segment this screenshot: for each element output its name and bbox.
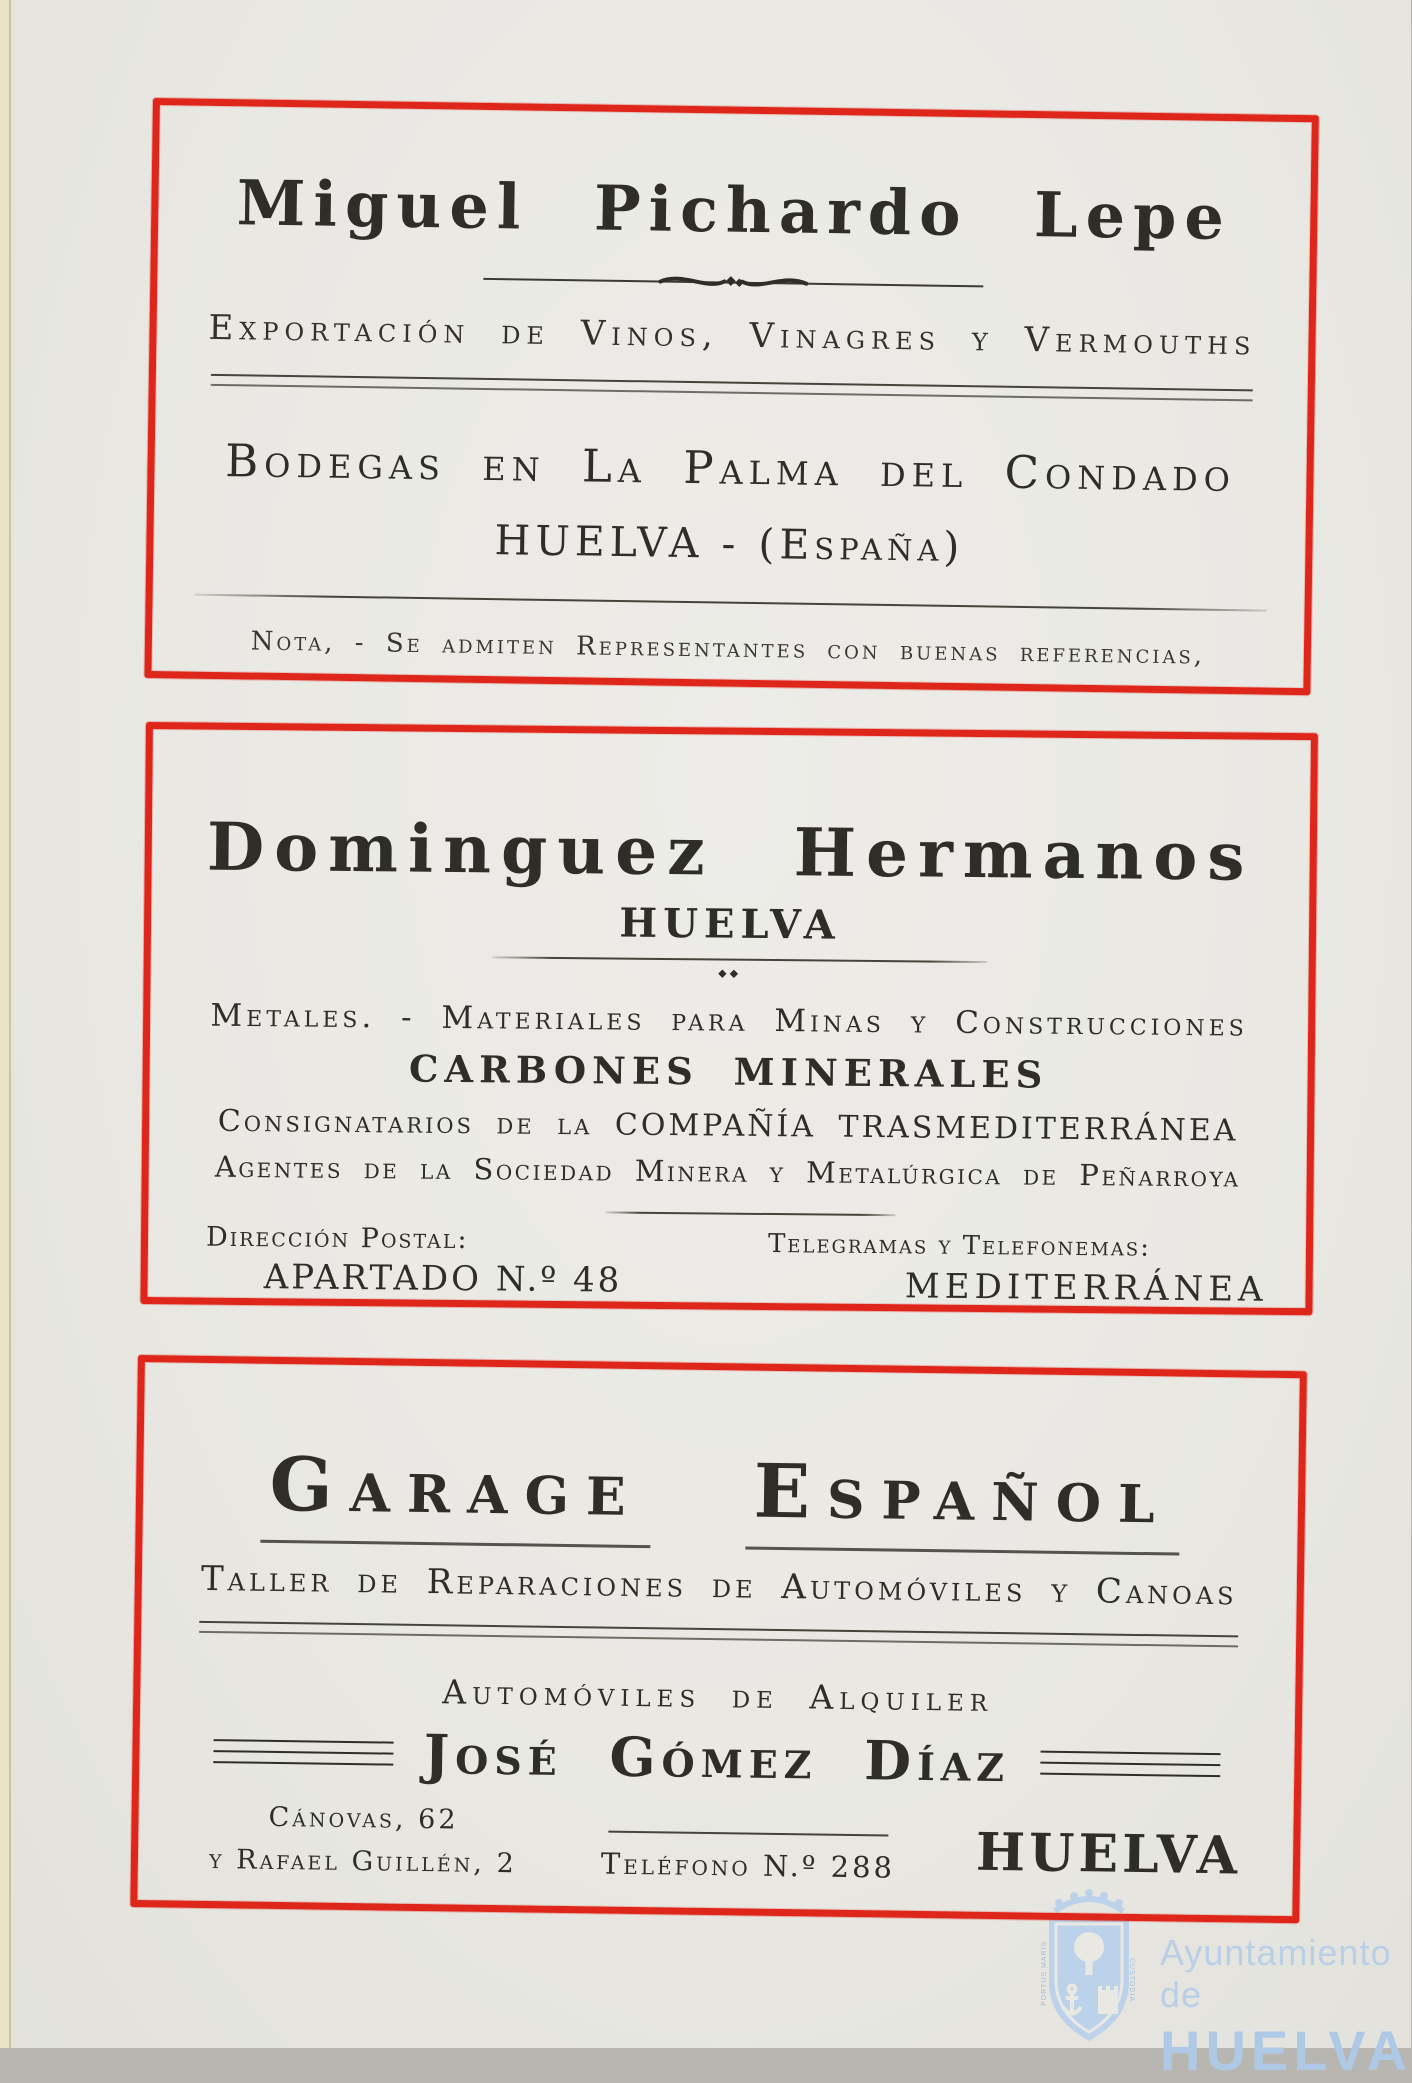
advert2-business-line2: CARBONES MINERALES (408, 1046, 1049, 1097)
advert1-title: Miguel Pichardo Lepe (236, 166, 1233, 255)
advert2-title: Dominguez Hermanos (206, 807, 1255, 896)
advert-dominguez-hermanos (140, 722, 1318, 1315)
advert2-business-line3: Consignatarios de la COMPAÑÍA TRASMEDITERRÁNEA (217, 1103, 1239, 1149)
page-left-edge-line (9, 0, 11, 2048)
watermark-line2: HUELVA (1160, 2019, 1412, 2082)
advert3-service-line: Automóviles de Alquiler (442, 1672, 994, 1719)
telegram-value: MEDITERRÁNEA (904, 1266, 1268, 1310)
watermark-line1: Ayuntamiento de (1160, 1932, 1392, 2015)
short-rule (606, 1211, 896, 1216)
advert3-title-word1: Garage (261, 1442, 652, 1548)
advert3-owner-name: José Gómez Díaz (423, 1722, 1011, 1795)
diamond-dots-ornament-icon: ◆◆ (718, 966, 742, 980)
advert1-subtitle: Exportación de Vinos, Vinagres y Vermouths (208, 307, 1257, 364)
advert3-phone-block (598, 1830, 899, 1884)
phone-number: Teléfono N.º 288 (600, 1846, 896, 1885)
advert-garage-espanol (130, 1355, 1307, 1923)
short-rule (492, 956, 987, 963)
postal-label: Dirección Postal: (205, 1221, 469, 1256)
shield-motto-left: PORTUS MARIS (1041, 1940, 1048, 2006)
advert3-title-word2: Español (745, 1449, 1180, 1556)
advert3-subtitle: Taller de Reparaciones de Automóviles y Canoas (200, 1558, 1238, 1614)
advert-miguel-pichardo-lepe (144, 98, 1318, 695)
watermark-text (1160, 1932, 1412, 2083)
advert3-city: HUELVA (975, 1821, 1242, 1887)
telegram-label: Telegramas y Telefonemas: (767, 1228, 1152, 1263)
advert3-address-block (193, 1801, 534, 1880)
advert1-note: Nota, - Se admiten Representantes con buenas referencias, (250, 626, 1206, 671)
page-left-edge (0, 0, 16, 2048)
triple-line-ornament-left (214, 1736, 394, 1769)
advert3-owner-row (139, 1718, 1295, 1798)
triple-line-ornament-right (1040, 1748, 1220, 1781)
double-rule (199, 1621, 1238, 1648)
double-rule (211, 374, 1253, 401)
advert1-location: Bodegas en La Palma del Condado (224, 434, 1237, 503)
phone-rule (608, 1831, 888, 1837)
advert3-title (142, 1440, 1298, 1557)
swash-ornament-icon (658, 272, 808, 294)
advert2-city: HUELVA (619, 899, 842, 949)
address-line1: Cánovas, 62 (268, 1801, 459, 1836)
advert2-telegram-block (767, 1229, 1268, 1310)
title-flourish-divider (483, 268, 983, 297)
advert2-business-line1: Metales. - Materiales para Minas y Construcciones (210, 997, 1248, 1044)
advert2-business-line4: Agentes de la Sociedad Minera y Metalúrgica de Peñarroya (214, 1149, 1241, 1194)
advert2-postal-block (205, 1222, 622, 1301)
advert1-city: HUELVA - (España) (494, 516, 965, 572)
shield-motto-right: CUSTODIA (1128, 1958, 1135, 2003)
single-rule (195, 594, 1267, 612)
address-line2: y Rafael Guillén, 2 (208, 1844, 517, 1880)
postal-value: APARTADO N.º 48 (263, 1257, 623, 1301)
